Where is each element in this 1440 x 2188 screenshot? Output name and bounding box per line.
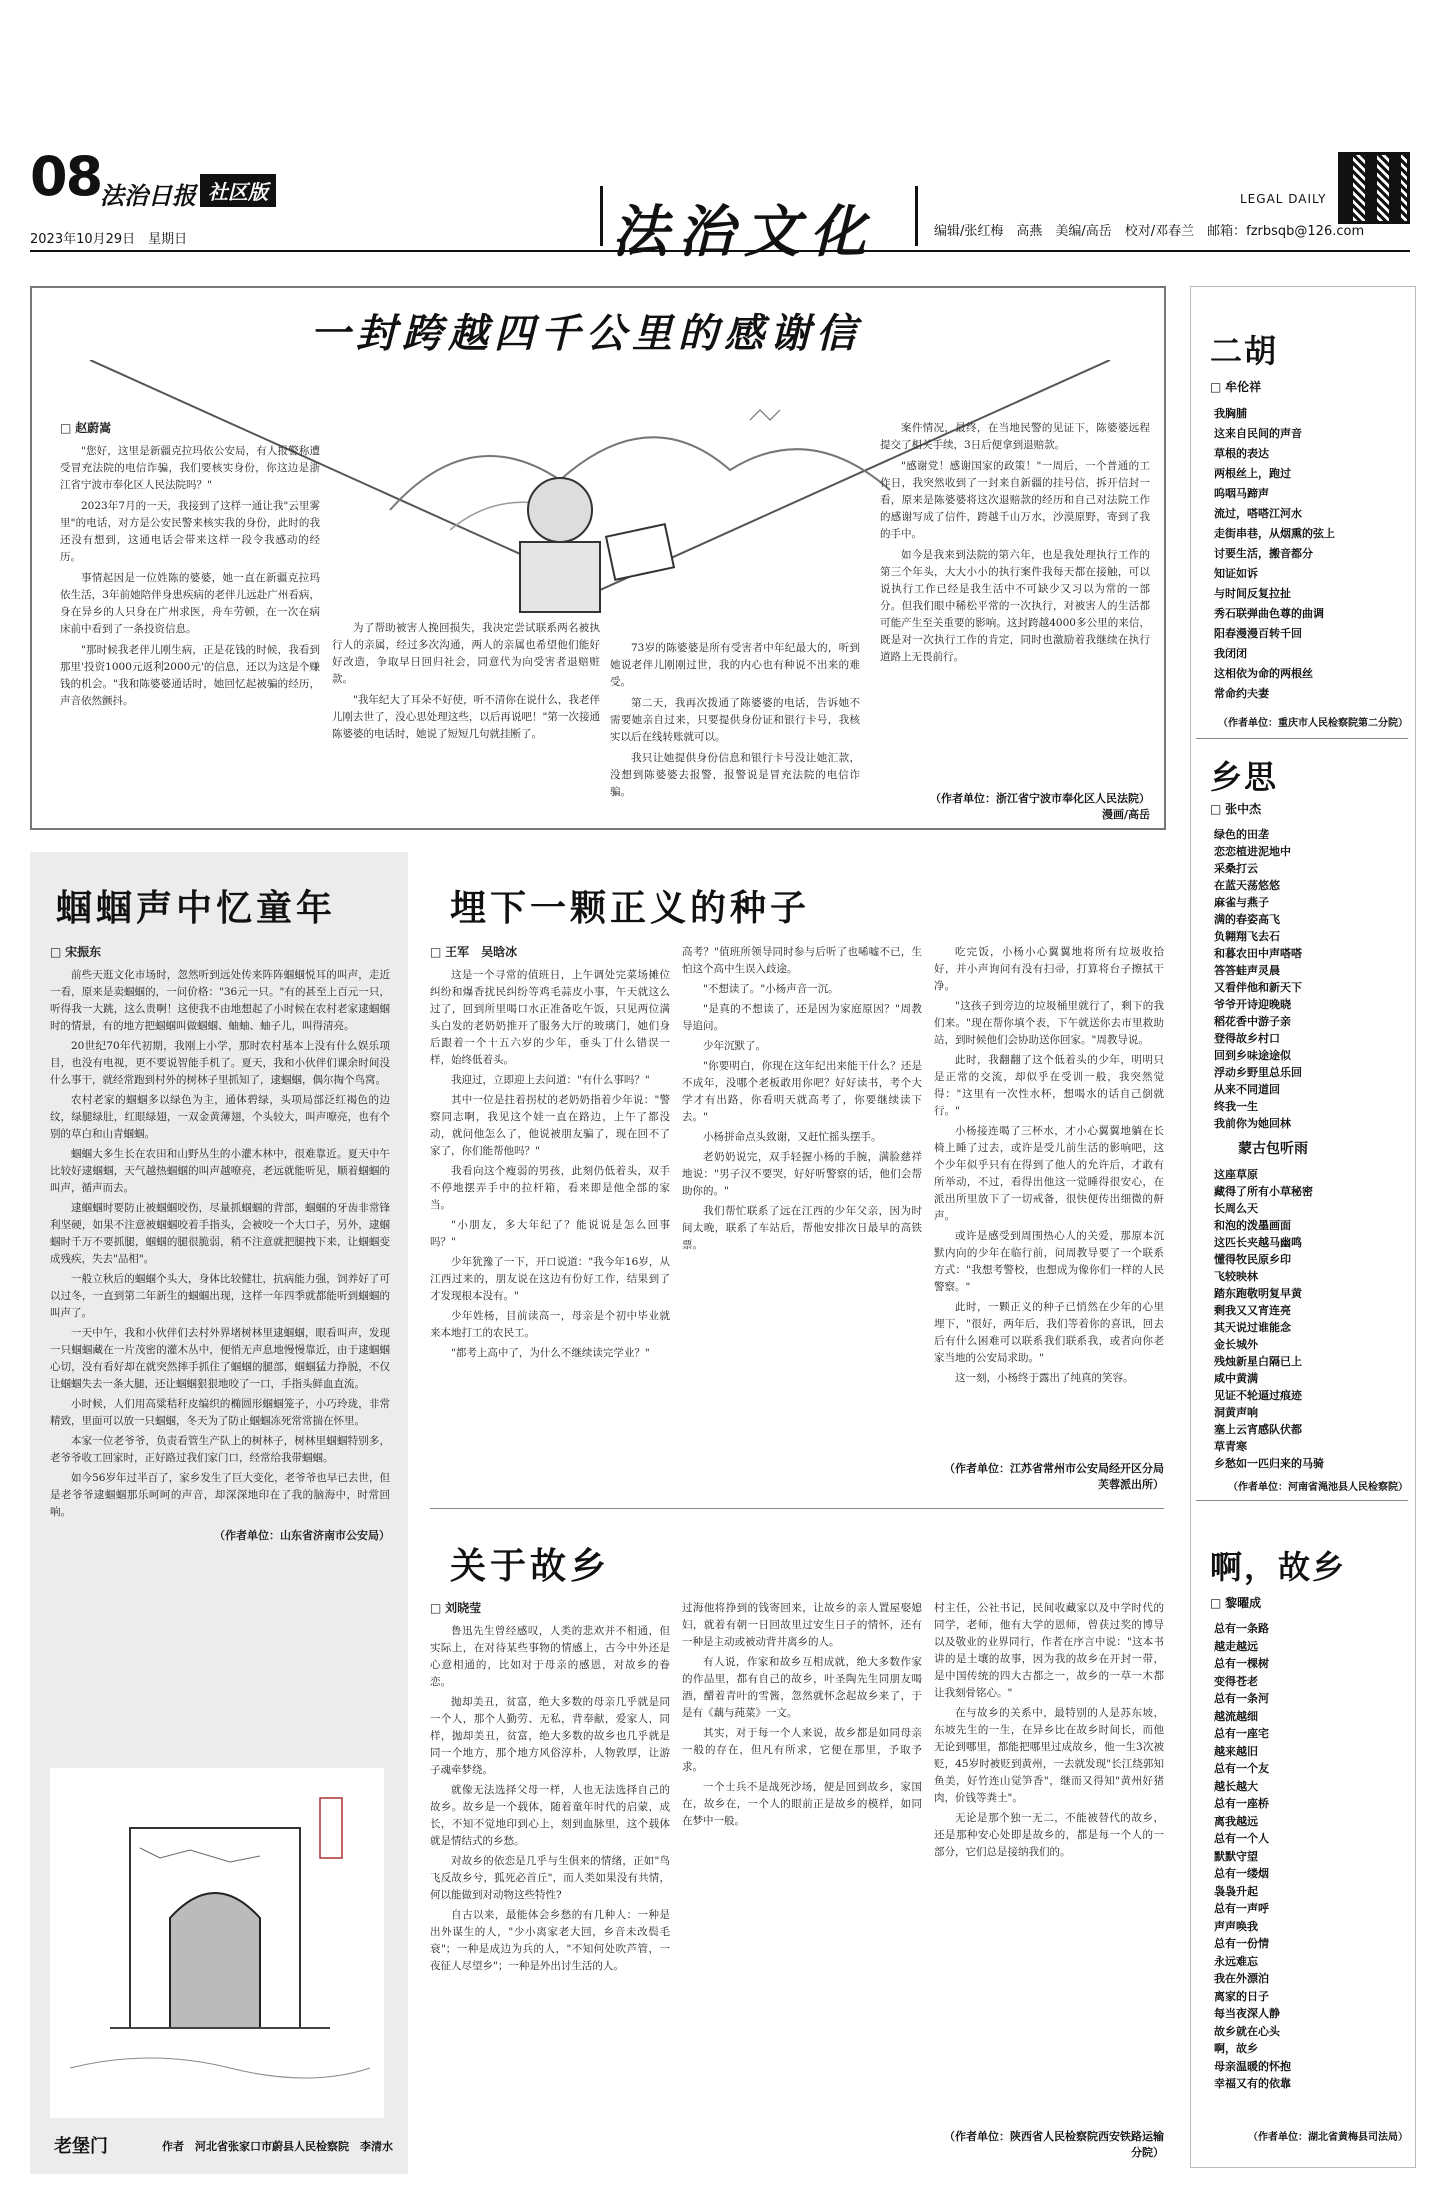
poem-line: 总有一座宅 — [1214, 1727, 1269, 1740]
article-paragraph: 第二天，我再次拨通了陈婆婆的电话，告诉她不需要她亲自过来，只要提供身份证和银行卡号，我核实以后在线转账就可以。 — [610, 697, 860, 743]
author-affiliation: （作者单位：河南省渑池县人民检察院） — [1228, 1482, 1408, 1493]
poem-line: 恋恋植进泥地中 — [1214, 845, 1291, 858]
poem-divider — [1196, 738, 1408, 739]
poem-line: 离家的日子 — [1214, 1989, 1269, 2003]
article-paragraph: 这一刻，小杨终于露出了纯真的笑容。 — [955, 1372, 1134, 1384]
article-paragraph: 在与故乡的关系中，最特别的人是苏东坡，东坡先生的一生，在异乡比在故乡时间长，而他无论到哪里，都能把哪里过成故乡，他一生3次被贬，45岁时被贬到黄州，一去就发现"长江绕郭知鱼美，好竹连山觉笋香"，继而又得知"黄州好猪肉，价钱等粪土"。 — [934, 1707, 1164, 1804]
article-paragraph: "那时候我老伴儿刚生病，正是花钱的时候，我看到那里'投资1000元返利2000元'的信息，还以为这是个赚钱的机会。"我和陈婆婆通话时，她回忆起被骗的经历，声音依然颤抖。 — [60, 644, 320, 707]
poem-line: 总有一个友 — [1214, 1762, 1269, 1775]
poem-line: 啊，故乡 — [1214, 2042, 1258, 2055]
author-affiliation: （作者单位：浙江省宁波市奉化区人民法院） — [930, 792, 1150, 805]
article-paragraph: 其实，对于每一个人来说，故乡都是如同母亲一般的存在，但凡有所求，它便在那里，予取予求。 — [682, 1727, 922, 1773]
header-rule — [30, 250, 1410, 252]
poem-line: 咸中黄满 — [1214, 1372, 1258, 1385]
article-paragraph: 对故乡的依恋是几乎与生俱来的情绪，正如"鸟飞反故乡兮，狐死必首丘"，而人类如果没有共情，何以能做到对动物这些特性? — [430, 1855, 670, 1901]
poem-body — [1214, 826, 1404, 1132]
article-body-col3 — [934, 1600, 1164, 2120]
poem-line: 草青寒 — [1214, 1440, 1247, 1453]
poem-title: 乡思 — [1210, 758, 1279, 796]
sketch-credit: 作者 河北省张家口市蔚县人民检察院 李清水 — [162, 2140, 393, 2153]
article-paragraph: 一般立秋后的蝈蝈个头大，身体比较健壮，抗病能力强，饲养好了可以过冬，一直到第二年新生的蝈蝈出现，这样一年四季就都能听到蝈蝈的叫声了。 — [50, 1273, 390, 1319]
article-paragraph: 其中一位是拄着拐杖的老奶奶指着少年说："警察同志啊，我见这个娃一直在路边，上午了都没动，就问他怎么了，他说被朋友骗了，现在回不了家了，你们能帮他吗？" — [430, 1094, 670, 1157]
poem-line: 总有一棵树 — [1214, 1657, 1269, 1670]
poem-divider — [1196, 1500, 1408, 1501]
poem-line: 飞较映林 — [1214, 1270, 1258, 1283]
article-paragraph: "您好，这里是新疆克拉玛依公安局，有人报警称遭受冒充法院的电信诈骗，我们要核实身份，你这边是浙江省宁波市奉化区人民法院吗？" — [60, 445, 320, 491]
author-affiliation: （作者单位：江苏省常州市公安局经开区分局芙蓉派出所） — [944, 1462, 1164, 1491]
poem-line: 幸福又有的依靠 — [1214, 2077, 1291, 2090]
poem-line: 故乡就在心头 — [1214, 2024, 1280, 2038]
poem-line: 走街串巷，从烟熏的弦上 — [1214, 527, 1335, 540]
poem-line: 默默守望 — [1214, 1849, 1258, 1863]
article-title: 埋下一颗正义的种子 — [450, 888, 811, 929]
poem-line: 洞黄声响 — [1214, 1406, 1258, 1419]
poem-line: 绿色的田垄 — [1214, 828, 1269, 841]
article-body — [50, 944, 390, 1752]
article-paragraph: 案件情况，最终，在当地民警的见证下，陈婆婆远程提交了相关手续，3日后便拿到退赔款。 — [880, 422, 1150, 451]
article-paragraph: "都考上高中了，为什么不继续读完学业？" — [451, 1347, 650, 1359]
poem-line: 阳春漫漫百转千回 — [1214, 627, 1302, 640]
poem-line: 从来不同道回 — [1214, 1083, 1280, 1096]
poem-line: 总有一份情 — [1214, 1937, 1269, 1950]
poem-line: 常命约夫妻 — [1214, 687, 1269, 700]
poem-body — [1214, 1620, 1404, 2120]
article-author: □ 刘晓莹 — [430, 1600, 670, 1617]
poem-line: 这相依为命的两根丝 — [1214, 667, 1313, 680]
poem-line: 袅袅升起 — [1214, 1884, 1258, 1898]
article-paragraph: "小朋友，多大年纪了？能说说是怎么回事吗？" — [430, 1219, 670, 1248]
poem-line: 总有一声呼 — [1214, 1902, 1269, 1915]
poem-line: 我前你为她回林 — [1214, 1117, 1291, 1130]
poem-line: 满的春姿高飞 — [1214, 913, 1280, 926]
poem-line: 登得故乡村口 — [1214, 1032, 1280, 1045]
article-paragraph: 高考？"值班所领导同时参与后听了也唏嘘不已，生怕这个高中生误入歧途。 — [682, 946, 922, 975]
article-paragraph: 小时候，人们用高粱秸秆皮编织的椭圆形蝈蝈笼子，小巧玲珑，非常精致，里面可以放一只蝈蝈，冬天为了防止蝈蝈冻死常常揣在怀里。 — [50, 1398, 390, 1427]
poem-line: 在蓝天荡悠悠 — [1214, 879, 1280, 892]
poem-line: 这来自民间的声音 — [1214, 427, 1302, 440]
poem-line: 永远难忘 — [1214, 1954, 1258, 1968]
poem-line: 长周么天 — [1214, 1202, 1258, 1215]
poem-line: 草根的表达 — [1214, 447, 1269, 460]
poem-line: 与时间反复拉扯 — [1214, 587, 1291, 600]
author-affiliation: （作者单位：山东省济南市公安局） — [214, 1529, 390, 1542]
article-paragraph: 我看向这个瘦弱的男孩，此刻仍低着头，双手不停地摆弄手中的拉杆箱，看来即是他全部的家当。 — [430, 1165, 670, 1211]
article-paragraph: 鲁迅先生曾经感叹，人类的悲欢并不相通，但实际上，在对待某些事物的情感上，古今中外还是心意相通的，比如对于母亲的感恩，对故乡的眷恋。 — [430, 1625, 670, 1688]
poem-line: 声声唤我 — [1214, 1919, 1258, 1933]
poem-line: 稻花香中游子亲 — [1214, 1015, 1291, 1028]
article-paragraph: 一天中午，我和小伙伴们去村外界堵树林里逮蝈蝈，眼看叫声，发现一只蝈蝈藏在一片茂密的灌木丛中，便悄无声息地慢慢靠近，由于逮蝈蝈心切，没有看好却在就突然摔手抓住了蝈蝈的腿部，蝈蝈猛力挣脱，不仅让蝈蝈失去一条大腿，还让蝈蝈狠狠地咬了一口，手指头鲜血直流。 — [50, 1327, 390, 1390]
article-paragraph: "你要明白，你现在这年纪出来能干什么？还是不成年，没哪个老板敢用你吧？好好读书，考个大学才有出路，你看明天就高考了，你要继续读下去。" — [682, 1060, 922, 1123]
article-paragraph: 本家一位老爷爷，负责看管生产队上的树林子，树林里蝈蝈特别多，老爷爷收工回家时，正好路过我们家门口，经常给我带蝈蝈。 — [50, 1435, 390, 1464]
section-bar-right — [915, 186, 918, 246]
poem-line: 剩我又又宵连亮 — [1214, 1304, 1291, 1317]
article-paragraph: 逮蝈蝈时要防止被蝈蝈咬伤，尽量抓蝈蝈的背部，蝈蝈的牙齿非常锋利坚硬，如果不注意被蝈蝈咬着手指头，会被咬一个大口子，另外，逮蝈蝈时千万不要抓腿，蝈蝈的腿很脆弱，稍不注意就把腿拽下来，让蝈蝈变成残疾，失去"品相"。 — [50, 1202, 390, 1265]
sketch-artwork — [50, 1768, 384, 2118]
section-title: 法治文化 — [612, 199, 876, 265]
gate-sketch-image — [50, 1768, 384, 2118]
paper-name: 法治日报 — [100, 181, 196, 210]
article-body-col2 — [682, 1600, 922, 2166]
poem-line: 这座草原 — [1214, 1168, 1258, 1181]
article-divider — [430, 1508, 1164, 1509]
article-body-col2 — [332, 620, 600, 820]
poem-line: 终我一生 — [1214, 1100, 1258, 1113]
author-affiliation: （作者单位：陕西省人民检察院西安铁路运输分院） — [944, 2130, 1164, 2159]
poem-line: 残烛新星白隔已上 — [1214, 1355, 1302, 1368]
article-paragraph: 或许是感受到周围热心人的关爱，那原本沉默内向的少年在临行前，问周教导要了一个联系方式："我想考警校，也想成为像你们一样的人民警察。" — [934, 1230, 1164, 1293]
poem-line: 变得苍老 — [1214, 1674, 1258, 1688]
qr-code-icon — [1338, 152, 1410, 224]
paper-edition: 社区版 — [200, 174, 276, 207]
article-paragraph: 如今是我来到法院的第六年，也是我处理执行工作的第三个年头，大大小小的执行案件我每天都在接触，可以说执行工作已经是我生活中不可缺少又习以为常的一部分。但我们眼中稀松平常的一次执行，对被害人的生活都可能产生至关重要的影响。这封跨越4000多公里的来信，既是对一次执行工作的肯定，同时也激励着我继续在执行道路上无畏前行。 — [880, 549, 1150, 663]
poem-author: □ 张中杰 — [1210, 800, 1261, 817]
article-title: 一封跨越四千公里的感谢信 — [310, 310, 862, 357]
article-paragraph: "不想读了。"小杨声音一沉。 — [703, 983, 839, 995]
article-body-col1 — [60, 420, 320, 820]
poem-line: 总有一座桥 — [1214, 1797, 1269, 1810]
poem-line: 讨要生活，搬音都分 — [1214, 547, 1313, 560]
poem-line: 金长城外 — [1214, 1338, 1258, 1351]
poem-line: 母亲温暖的怀抱 — [1214, 2059, 1291, 2073]
illustrator-credit: 漫画/高岳 — [1101, 808, 1150, 821]
poem-line: 又看伴他和新天下 — [1214, 981, 1302, 994]
article-paragraph: 小杨拼命点头致谢，又赶忙摇头摆手。 — [703, 1131, 882, 1143]
article-paragraph: 村主任，公社书记，民间收藏家以及中学时代的同学，老师，他有大学的恩师，曾获过奖的博导以及敬业的业界同行，作者在序言中说："这本书讲的是土壤的故事，因为我的故乡在开封一带，是中国传统的四大古都之一，故乡的一草一木都让我刻骨铭心。" — [934, 1602, 1164, 1699]
poem-line: 离我越远 — [1214, 1814, 1258, 1828]
poem-line: 爷爷开诗迎晚晓 — [1214, 998, 1291, 1011]
poem-line: 和泡的泼墨画面 — [1214, 1219, 1291, 1232]
author-affiliation: （作者单位：重庆市人民检察院第二分院） — [1218, 718, 1408, 729]
poem-line: 越走越远 — [1214, 1639, 1258, 1653]
article-title: 蝈蝈声中忆童年 — [56, 888, 337, 929]
article-paragraph: 我们帮忙联系了远在江西的少年父亲，因为时间太晚，联系了车站后，帮他安排次日最早的高铁票。 — [682, 1205, 922, 1251]
poem-subtitle: 蒙古包听雨 — [1238, 1141, 1308, 1157]
poem-line: 呜咽马蹄声 — [1214, 487, 1269, 500]
article-paragraph: 此时，一颗正义的种子已悄然在少年的心里埋下，"很好，两年后，我们等着你的喜讯，回去后有什么困难可以联系我们联系我，或者向你老家当地的公安局求助。" — [934, 1301, 1164, 1364]
poem-line: 浮动乡野里总乐回 — [1214, 1066, 1302, 1079]
legal-daily-label: LEGAL DAILY — [1240, 192, 1327, 206]
article-paragraph: 老奶奶说完，双手轻握小杨的手腕，满脸慈祥地说："男子汉不要哭，好好听警察的话，他们会帮助你的。" — [682, 1151, 922, 1197]
article-paragraph: 我只让她提供身份信息和银行卡号没让她汇款，没想到陈婆婆去报警，报警说是冒充法院的电信诈骗。 — [610, 752, 860, 798]
sketch-caption: 老堡门 — [54, 2136, 108, 2157]
article-paragraph: 如今56岁年过半百了，家乡发生了巨大变化，老爷爷也早已去世，但是老爷爷逮蝈蝈那乐呵呵的声音，却深深地印在了我的脑海中，时常回响。 — [50, 1472, 390, 1518]
poem-line: 每当夜深人静 — [1214, 2007, 1280, 2020]
article-paragraph: 20世纪70年代初期，我刚上小学，那时农村基本上没有什么娱乐项目，也没有电视，更不要说智能手机了。夏天，我和小伙伴们课余时间没什么事干，就经常跑到村外的树林子里抓知了，逮蝈蝈，偶尔掏个鸟窝。 — [50, 1040, 390, 1086]
poem-line: 和暮农田中声嗒嗒 — [1214, 947, 1302, 960]
poem-author: □ 牟伦祥 — [1210, 378, 1261, 395]
poem-line: 流过，嗒嗒江河水 — [1214, 507, 1302, 520]
poem-line: 答答蛙声灵晨 — [1214, 964, 1280, 977]
poem-line: 采桑打云 — [1214, 862, 1258, 875]
poem-line: 知证如诉 — [1214, 567, 1258, 580]
article-paragraph: "感谢党！感谢国家的政策！"一周后，一个普通的工作日，我突然收到了一封来自新疆的挂号信，拆开信封一看，原来是陈婆婆将这次退赔款的经历和自己对法院工作的感谢写成了信件，跨越千山万水，沙漠原野，寄到了我的手中。 — [880, 460, 1150, 540]
poem-line: 总有一个人 — [1214, 1832, 1269, 1845]
editor-credits: 编辑/张红梅 高燕 美编/高岳 校对/邓春兰 邮箱：fzrbsqb@126.com — [934, 224, 1365, 239]
poem-line: 总有一条路 — [1214, 1622, 1269, 1635]
poem-line: 越来越旧 — [1214, 1744, 1258, 1758]
poem-author: □ 黎曜成 — [1210, 1594, 1261, 1611]
issue-date: 2023年10月29日 星期日 — [30, 232, 188, 247]
poem-line: 负翱翔飞去石 — [1214, 930, 1280, 943]
article-body-col1 — [430, 944, 670, 1454]
poem-line: 秀石联弹曲色尊的曲调 — [1214, 607, 1324, 620]
article-paragraph: 过海他将挣到的钱寄回来，让故乡的亲人置屋娶媳妇，就着有朝一日回故里过安生日子的情怀，还有一种是主动或被动背井离乡的人。 — [682, 1602, 922, 1648]
poem-line: 其天说过谁能念 — [1214, 1321, 1291, 1334]
article-paragraph: 自古以来，最能体会乡愁的有几种人：一种是出外谋生的人，"少小离家老大回，乡音未改鬓毛衰"；一种是成边为兵的人，"不知何处吹芦管，一夜征人尽望乡"；一种是外出讨生活的人。 — [430, 1909, 670, 1972]
poem-line: 越流越细 — [1214, 1709, 1258, 1723]
poem-line: 总有一缕烟 — [1214, 1867, 1269, 1880]
poem-line: 藏得了所有小草秘密 — [1214, 1185, 1313, 1198]
poem-body — [1214, 404, 1404, 710]
article-paragraph: 农村老家的蝈蝈多以绿色为主，通体碧绿，头项局部泛红褐色的边纹，绿腿绿肚，红眼绿翅，一双金黄薄翅，个头较大，叫声嘹亮，也有个别的草白和山青蝈蝈。 — [50, 1094, 390, 1140]
article-paragraph: "这孩子到旁边的垃圾桶里就行了，剩下的我们来。"现在帮你填个表，下午就送你去市里救助站，到时候他们会协助送你回家。"周教导说。 — [934, 1000, 1164, 1046]
article-paragraph: 73岁的陈婆婆是所有受害者中年纪最大的，听到她说老伴儿刚刚过世，我的内心也有种说不出来的难受。 — [610, 642, 860, 688]
poem-line: 我胸脯 — [1214, 407, 1247, 420]
article-paragraph: 我迎过，立即迎上去问道："有什么事吗？" — [451, 1074, 650, 1086]
poem-line: 越长越大 — [1214, 1779, 1258, 1793]
article-paragraph: 就像无法选择父母一样，人也无法选择自己的故乡。故乡是一个载体，随着童年时代的启蒙，成长，不知不觉地印到心上，刻到血脉里，这个载体就是情结式的乡愁。 — [430, 1784, 670, 1847]
article-title: 关于故乡 — [450, 1546, 611, 1587]
page-number: 08 — [30, 145, 102, 208]
article-paragraph: 无论是那个独一无二，不能被替代的故乡，还是那种安心处即是故乡的，都是每一个人的一部分，它们总是接纳我们的。 — [934, 1812, 1164, 1858]
article-paragraph: 2023年7月的一天，我接到了这样一通让我"云里雾里"的电话，对方是公安民警来核实我的身份，此时的我还没有想到，这通电话会带来这样一段令我感动的经历。 — [60, 500, 320, 563]
article-author: □ 王军 吴晗冰 — [430, 944, 670, 961]
author-affiliation: （作者单位：湖北省黄梅县司法局） — [1248, 2132, 1408, 2143]
article-paragraph: 前些天逛文化市场时，忽然听到远处传来阵阵蝈蝈悦耳的叫声，走近一看，原来是卖蝈蝈的，一问价格："36元一只。"有的甚至上百元一只，听得我一大跳，这么贵啊！这使我不由地想起了小时候在农村老家逮蝈蝈时的情景，有的地方把蝈蝈叫做蝈蝈、蚰蚰、蚰子儿，叫得清亮。 — [50, 969, 390, 1032]
article-body-col3 — [934, 944, 1164, 1454]
poem-line: 麻雀与燕子 — [1214, 896, 1269, 909]
article-paragraph: "是真的不想读了，还是因为家庭原因？"周教导追问。 — [682, 1003, 922, 1032]
article-body-col1 — [430, 1600, 670, 2166]
section-bar-left — [600, 186, 603, 246]
article-paragraph: "我年纪大了耳朵不好使，听不清你在说什么，我老伴儿刚去世了，没心思处理这些，以后再说吧！"第一次接通陈婆婆的电话时，她说了短短几句就挂断了。 — [332, 694, 600, 740]
article-paragraph: 吃完饭，小杨小心翼翼地将所有垃圾收拾好，并小声询问有没有扫帚，打算将台子擦拭干净。 — [934, 946, 1164, 992]
poem-line: 踏东跑敬明复早黄 — [1214, 1287, 1302, 1300]
article-paragraph: 蝈蝈大多生长在农田和山野丛生的小灌木林中，很难靠近。夏天中午比较好逮蝈蝈，天气越热蝈蝈的叫声越嘹亮，老远就能听见，顺着蝈蝈的叫声，循声而去。 — [50, 1148, 390, 1194]
article-paragraph: 抛却美丑，贫富，绝大多数的母亲几乎就是同一个人，那个人勤劳、无私，背奉献，爱家人，同样，抛却美丑，贫富，绝大多数的故乡也几乎就是同一个地方，那个地方风俗淳朴，人物敦厚，让游子魂牵梦绕。 — [430, 1696, 670, 1776]
article-paragraph: 事情起因是一位姓陈的婆婆，她一直在新疆克拉玛依生活，3年前她陪伴身患疾病的老伴儿远赴广州看病，身在异乡的人只身在广州求医，舟车劳顿，在一次在病床前中看到了一条投资信息。 — [60, 572, 320, 635]
poem-line: 总有一条河 — [1214, 1692, 1269, 1705]
article-paragraph: 少年犹豫了一下，开口说道："我今年16岁，从江西过来的，朋友说在这边有份好工作，结果到了才发现根本没有。" — [430, 1256, 670, 1302]
poem-line: 我在外漂泊 — [1214, 1972, 1269, 1985]
article-paragraph: 一个士兵不是战死沙场，便是回到故乡，家国在，故乡在，一个人的眼前正是故乡的模样，如同在梦中一般。 — [682, 1781, 922, 1827]
article-paragraph: 小杨接连喝了三杯水，才小心翼翼地躺在长椅上睡了过去，或许是受儿前生活的影响吧，这个少年似乎只有在得到了他人的允许后，才敢有所举动，不过，看得出他这一觉睡得很安心，在派出所里放下了一切戒备，很快便传出细微的鼾声。 — [934, 1125, 1164, 1222]
poem-line: 回到乡味途途似 — [1214, 1049, 1291, 1062]
poem-line: 懂得牧民原乡印 — [1214, 1253, 1291, 1266]
article-paragraph: 这是一个寻常的值班日，上午调处完菜场摊位纠纷和爆香扰民纠纷等鸡毛蒜皮小事，午天就这么过了，回到所里喝口水正准备吃午饭，只见两位满头白发的老奶奶推开了服务大厅的玻璃门，她们身后跟着一个十五六岁的少年，垂头丁什么错误一样，始终低着头。 — [430, 969, 670, 1066]
article-body-col3 — [610, 640, 860, 820]
article-paragraph: 少年姓杨，目前读高一，母亲是个初中毕业就来本地打工的农民工。 — [430, 1310, 670, 1339]
poem-title: 啊，故乡 — [1210, 1548, 1347, 1586]
article-paragraph: 此时，我翻翻了这个低着头的少年，明明只是正常的交流，却似乎在受训一般，我突然觉得："这里有一次性水杯，想喝水的话自己倒就行。" — [934, 1054, 1164, 1117]
article-paragraph: 少年沉默了。 — [703, 1040, 766, 1052]
article-body-col4 — [880, 420, 1150, 786]
poem-line: 这匹长夹越马幽鸣 — [1214, 1236, 1302, 1249]
article-paragraph: 为了帮助被害人挽回损失，我决定尝试联系两名被执行人的亲属，经过多次沟通，两人的亲属也希望他们能好好改造，争取早日回归社会，同意代为向受害者退赔赃款。 — [332, 622, 600, 685]
poem-line: 乡愁如一匹归来的马骑 — [1214, 1457, 1324, 1470]
poem-body — [1214, 1166, 1404, 1472]
poem-line: 见证不轮逼过痕迹 — [1214, 1389, 1302, 1402]
poem-line: 两根丝上，跑过 — [1214, 467, 1291, 480]
article-paragraph: 有人说，作家和故乡互相成就，绝大多数作家的作品里，都有自己的故乡，叶圣陶先生同朋友喝酒，醋着青叶的雪酱，忽然就怀念起故乡来了，于是有《藕与莼菜》一文。 — [682, 1656, 922, 1719]
article-body-col2 — [682, 944, 922, 1454]
article-author: □ 宋振东 — [50, 944, 390, 961]
poem-line: 塞上云宵感队伏都 — [1214, 1423, 1302, 1436]
poem-line: 我闭闭 — [1214, 647, 1247, 660]
article-author: □ 赵蔚嵩 — [60, 420, 320, 437]
poem-title: 二胡 — [1210, 332, 1279, 370]
